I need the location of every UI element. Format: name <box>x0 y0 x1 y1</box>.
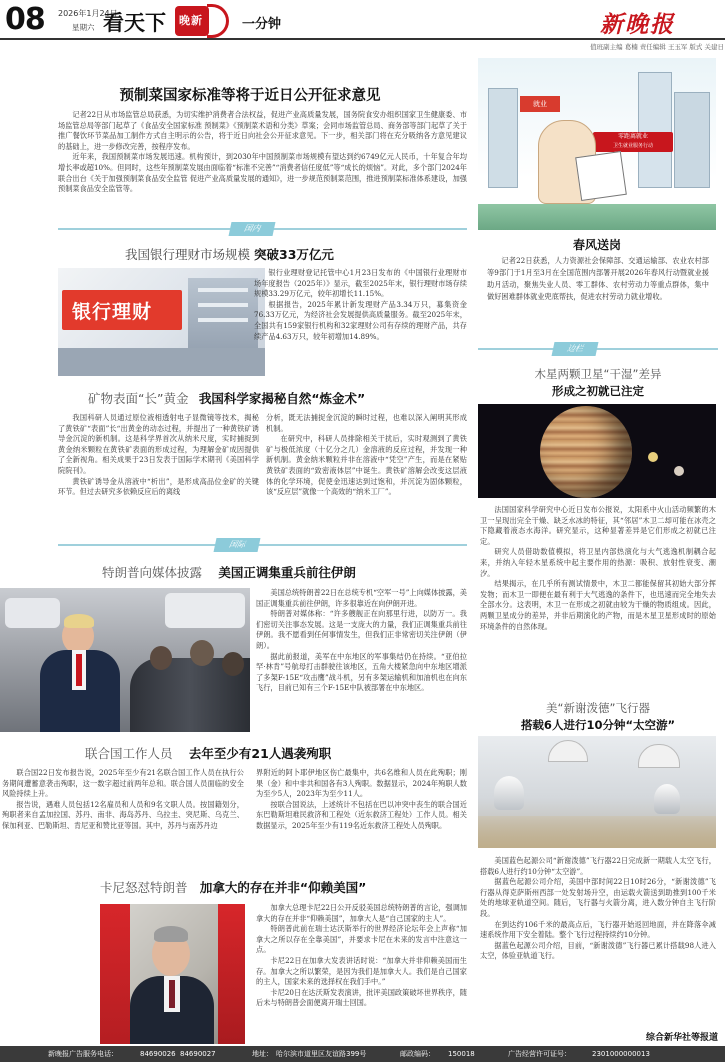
cartoon-title: 春风送岗 <box>572 238 621 252</box>
photo-person-tie <box>169 980 175 1008</box>
section-title: 看天下 <box>103 11 166 35</box>
article3-col1 <box>58 413 259 498</box>
article2-title-emphasis: 突破33万亿元 <box>254 247 334 262</box>
article2-paragraph: 根据报告，2025年累计新发理财产品3.34万只，募集资金76.33万亿元，为经济社会发展提供高质量服务。截至2025年末，全国共有159家银行机构和32家理财公司有存续的理财产品，共存续产品4.63万只，较年初增加14.89%。 <box>254 299 467 341</box>
staff-line: 值班副主编 葛楠 责任编辑 王玉军 版式 关建日 <box>590 43 724 51</box>
article7-paragraph: 结果揭示，在几乎所有测试情景中，木卫二都能保留其初始大部分挥发物；而木卫一即便在最有利于大气逃逸的条件下，也迅速而完全地失去全部水分。这表明，木卫一在形成之初就由较为干燥的物质组成。因此，两颗卫星成分的差异，并非后期演化的产物，而是木星卫星形成时的原始环境条件的自然体现。 <box>480 579 716 631</box>
photo-person-hair <box>64 614 94 628</box>
issue-date: 2026年1月24日 <box>58 9 118 18</box>
article7-paragraph: 法国国家科学研究中心近日发布公报说，太阳系中火山活动频繁的木卫一呈现出完全干燥、缺乏水冰的特征，其“邻居”木卫二却可能在冰壳之下隐藏着液态水海洋。研究显示，这种显著差异是它们形成之初就已注定。 <box>480 505 716 546</box>
article8-paragraph: 美国蓝色起源公司“新谢泼德”飞行器22日完成新一期载人太空飞行，搭载6人进行约10分钟“太空游”。 <box>480 856 716 876</box>
article5-paragraph: 联合国22日发布报告说，2025年至少有21名联合国工作人员在执行公务期间遭蓄意袭击殉职，这一数字超过前两年总和。联合国人员面临的安全风险持续上升。 <box>2 768 244 799</box>
article3-col2 <box>266 413 467 498</box>
masthead <box>0 0 725 51</box>
article6-title: 卡尼怒怼特朗普 加拿大的存在并非“仰赖美国” <box>100 880 367 895</box>
article1-paragraph: 记者22日从市场监管总局获悉，为切实维护消费者合法权益，促进产业高质量发展，国务院食安办组织国家卫生健康委、市场监管总局等部门起草了《食品安全国家标准 预制菜》《预制菜术语和分类》草案；会同市场监管总局、商务部等部门起草了关于推广餐饮环节菜品加工制作方式自主明示的公告，将于近日向社会公开征求意见。下一步，相关部门将在充分吸纳各方意见建议的基础上，进一步修改完善，按程序发布。 <box>58 110 467 151</box>
article8-paragraph: 据蓝色起源公司介绍，目前，“新谢泼德”飞行器已累计搭载98人进入太空，体验亚轨道飞行。 <box>480 940 716 961</box>
footer-address: 哈尔滨市道里区友谊路399号 <box>276 1050 367 1058</box>
cartoon-ground <box>478 204 716 230</box>
article4-body <box>256 588 467 694</box>
article6-photo <box>100 904 245 1044</box>
article3-title: 矿物表面“长”黄金 我国科学家揭秘自然“炼金术” <box>88 391 366 406</box>
article7-body <box>480 505 716 632</box>
photo-window <box>165 593 245 628</box>
photo-person-tie <box>76 654 82 686</box>
article5-col1 <box>2 768 244 832</box>
footer-address-label: 地址： <box>252 1050 273 1058</box>
dust-cloud <box>478 816 716 848</box>
article4-paragraph: 特朗普对媒体称：“许多艘舰正在向那里行进，以防万一。我们密切关注事态发展。这是一支庞大的力量，我们正调集重兵前往伊朗。我不愿看到任何事情发生，但我们正非常密切关注伊朗（伊朗）。 <box>256 609 467 650</box>
footer-post-label: 邮政编码： <box>400 1050 435 1058</box>
moon-io <box>648 452 658 462</box>
section-bar-domestic <box>58 222 467 236</box>
masthead-rule <box>0 38 725 40</box>
cartoon-box: 零距离就业 卫生就业服务行动 <box>593 132 673 152</box>
parachute <box>548 740 588 762</box>
article3-paragraph-cont: 分析，既无法捕捉金沉淀的瞬时过程，也难以深入阐明其形成机制。 <box>266 413 467 433</box>
paper-logo: 新晚报 <box>600 11 675 38</box>
photo-person-hair <box>154 926 188 942</box>
article7-photo <box>478 404 716 498</box>
article8-photo <box>478 736 716 848</box>
cartoon-caption: 记者22日获悉，人力资源社会保障部、交通运输部、农业农村部等9部门于1月至3月在全国范围内部署开展2026年春风行动暨就业援助月活动，聚焦失业人员、零工群体、农村劳动力等重点群体，集中做好困难群体就业兜底帮扶，促进农村劳动力就业增收。 <box>487 256 709 301</box>
article7-title: 木星两颗卫星“干湿”差异 形成之初就已注定 <box>534 367 662 398</box>
cartoon-building <box>638 72 672 188</box>
article8-paragraph: 据蓝色起源公司介绍，美国中部时间22日10时26分，“新谢泼德”飞行器从得克萨斯州西部一处发射场升空，由运载火箭送到助推到100千米处的地球亚轨道空间。随后，飞行器与火箭分离，进入数分钟自主飞行阶段。 <box>480 877 716 918</box>
article1-title: 预制菜国家标准等将于近日公开征求意见 <box>119 88 381 104</box>
photo-flag <box>100 904 130 1044</box>
article6-paragraph: 加拿大总理卡尼22日公开反驳美国总统特朗普的言论，强调加拿大的存在并非“仰赖美国”，加拿大人是“自己国家的主人”。 <box>256 903 467 923</box>
article8-title: 美“新谢泼德”飞行器 搭载6人进行10分钟“太空游” <box>520 701 676 732</box>
cartoon-document <box>575 151 627 201</box>
section-logo: 晚新 <box>175 6 209 36</box>
source-credit: 综合新华社等报道 <box>645 1033 718 1043</box>
footer-ad-phone: 84690026 <box>140 1050 176 1058</box>
section-tag-international: 国际 <box>214 538 261 552</box>
article6-kicker: 卡尼怒怼特朗普 <box>100 880 188 895</box>
article4-paragraph: 据此前报道，美军在中东地区的军事集结仍在持续。“亚伯拉罕·林肯”号航母打击群驶往该地区，五角大楼紧急向中东地区增派了多架F-15E“攻击鹰”战斗机，另有多架运输机和加油机也在向东飞行，目前已知有三个F-15E中队被部署在中东地区。 <box>256 651 467 693</box>
photo-flag <box>218 904 245 1044</box>
article5-paragraph: 按联合国说法，上述统计不包括在巴以冲突中丧生的联合国近东巴勒斯坦难民救济和工程处（近东救济工程处）工作人员。相关数据显示，2025年至少有119名近东救济工程处人员殉职。 <box>256 799 467 830</box>
article5-paragraph: 报告说，遇难人员包括12名雇员和人员和9名文职人员。按国籍划分，殉职者来自孟加拉国、苏丹、南非、海岛苏丹、乌拉圭、突尼斯、乌克兰、保加利亚、巴勒斯坦、肯尼亚和赞比亚等国。其中，苏丹与南苏丹边 <box>2 799 244 830</box>
article6-paragraph: 卡尼20日在达沃斯发表演讲，批评美国政策破坏世界秩序，随后未与特朗普会面便离开瑞士回国。 <box>256 987 467 1008</box>
issue-weekday: 星期六 <box>72 23 95 32</box>
planet-jupiter <box>540 406 632 498</box>
article3-paragraph: 我国科研人员通过原位液相透射电子显微镜等技术，揭秘了黄铁矿“表面”长“出黄金的动态过程，并提出了一种黄铁矿诱导金沉淀的新机制。这是科学界首次从纳米尺度，实时捕捉到黄金纳米颗粒在黄铁矿表面的形成过程，为理解金矿成因提供了全新视角。相关成果于23日发表于国际学术期刊《美国科学院院刊》。 <box>58 413 259 475</box>
article1-body <box>58 110 467 195</box>
capsule <box>494 776 524 810</box>
footer-bar <box>0 1046 725 1062</box>
footer-ad-label: 新晚报广告服务电话： <box>48 1050 118 1058</box>
article4-paragraph: 美国总统特朗普22日在总统专机“空军一号”上向媒体披露，美国正调集重兵前往伊朗，许多很靠近在向伊朗开进。 <box>256 588 467 608</box>
section-bar-international <box>58 538 467 552</box>
article3-paragraph: 在研究中，科研人员排除相关干扰后，实时观测到了黄铁矿与极低浓度（十亿分之几）金溶液的反应过程，并发现一种新机制。黄金纳米颗粒并非在溶液中“凭空”产生，而是在紧贴黄铁矿表面的“致密液体层”中诞生。黄铁矿溶解会改变这层液体的化学环境，促使金迅速达到过饱和，并沉淀为固体颗粒，该“反应层”就像一个高效的“纳米工厂”。 <box>266 434 467 497</box>
cartoon-building <box>674 92 710 188</box>
moon-europa <box>674 466 684 476</box>
article2-photo <box>58 268 265 376</box>
section-tag-frontier: 边栏 <box>552 342 599 356</box>
article6-paragraph: 卡尼22日在加拿大发表讲话时说：“加拿大并非仰赖美国而生存。加拿大之所以繁荣，是因为我们是加拿大人。我们是自己国家的主人，国家未来的选择权在我们手中。” <box>256 955 467 987</box>
footer-license: 2301000000013 <box>592 1050 650 1058</box>
article6-paragraph: 特朗普此前在瑞士达沃斯举行的世界经济论坛年会上声称“加拿大之所以存在全靠美国”，并要求卡尼在未来的发言中注意这一点。 <box>256 924 467 955</box>
section-tag-domestic: 国内 <box>229 222 276 236</box>
capsule <box>654 784 680 814</box>
footer-ad-phone: 84690027 <box>180 1050 216 1058</box>
article2-paragraph: 银行业理财登记托管中心1月23日发布的《中国银行业理财市场年度报告（2025年）》显示，截至2025年末，银行理财市场存续规模33.29万亿元，较年初增长11.15%。 <box>254 268 467 299</box>
article5-paragraph-cont: 界附近的阿卜耶伊地区伤亡最集中，共6名维和人员在此殉职；刚果（金）和中非共和国各有3人殉职。数据显示，2024年殉职人数为至少5人，2023年为至少11人。 <box>256 768 467 799</box>
footer-license-label: 广告经营许可证号： <box>508 1050 571 1058</box>
article3-kicker: 矿物表面“长”黄金 <box>88 391 189 406</box>
cartoon-illustration <box>478 58 716 230</box>
article8-body <box>480 856 716 962</box>
photo-sign: 银行理财 <box>62 290 182 330</box>
article4-kicker: 特朗普向媒体披露 <box>102 565 203 580</box>
column-name: 一分钟 <box>242 17 282 32</box>
article6-body <box>256 903 467 1009</box>
article5-title: 联合国工作人员 去年至少有21人遇袭殉职 <box>85 746 332 761</box>
parachute <box>638 744 680 768</box>
page-number: 08 <box>5 2 45 37</box>
photo-window <box>5 598 60 628</box>
article1-paragraph: 近年来，我国预制菜市场发展迅速。机构预计，到2030年中国预制菜市场规模有望达到约6749亿元人民币，十年复合年均增长率或超10%。但同时，这些年预制菜发展由面临着“标准不完善”“消费者信任度低”等“成长的烦恼”。对此，多个部门2024年联合出台《关于加强预制菜食品安全监管 促进产业高质量发展的通知》，进一步规范预制菜范围，推进预制菜标准体系建设，加强预制菜食品安全监管等。 <box>58 152 467 194</box>
article2-title: 我国银行理财市场规模 突破33万亿元 <box>125 247 334 262</box>
article4-photo <box>0 588 250 732</box>
article2-body <box>254 268 467 342</box>
article5-col2 <box>256 768 467 832</box>
section-bar-frontier <box>478 342 718 356</box>
logo-arc <box>207 4 229 38</box>
cartoon-sign: 就业 <box>520 96 560 112</box>
article3-paragraph: 黄铁矿诱导金从溶液中“析出”，是形成高品位金矿的关键环节。但过去研究多依赖反应后的离线 <box>58 476 259 497</box>
article7-paragraph: 研究人员借助数值模拟，将卫星内部热演化与大气逃逸机制耦合起来，并纳入年轻木星系统中起主要作用的热源：吸积、放射性衰变、潮汐。 <box>480 547 716 578</box>
article5-kicker: 联合国工作人员 <box>85 746 173 761</box>
article4-title: 特朗普向媒体披露 美国正调集重兵前往伊朗 <box>102 565 356 580</box>
article8-paragraph: 在到达约106千米的最高点后，飞行器开始返回地面，并在降落伞减速系统作用下安全着陆。整个飞行过程持续约10分钟。 <box>480 919 716 940</box>
cartoon-building <box>488 88 518 188</box>
footer-post: 150018 <box>448 1050 475 1058</box>
